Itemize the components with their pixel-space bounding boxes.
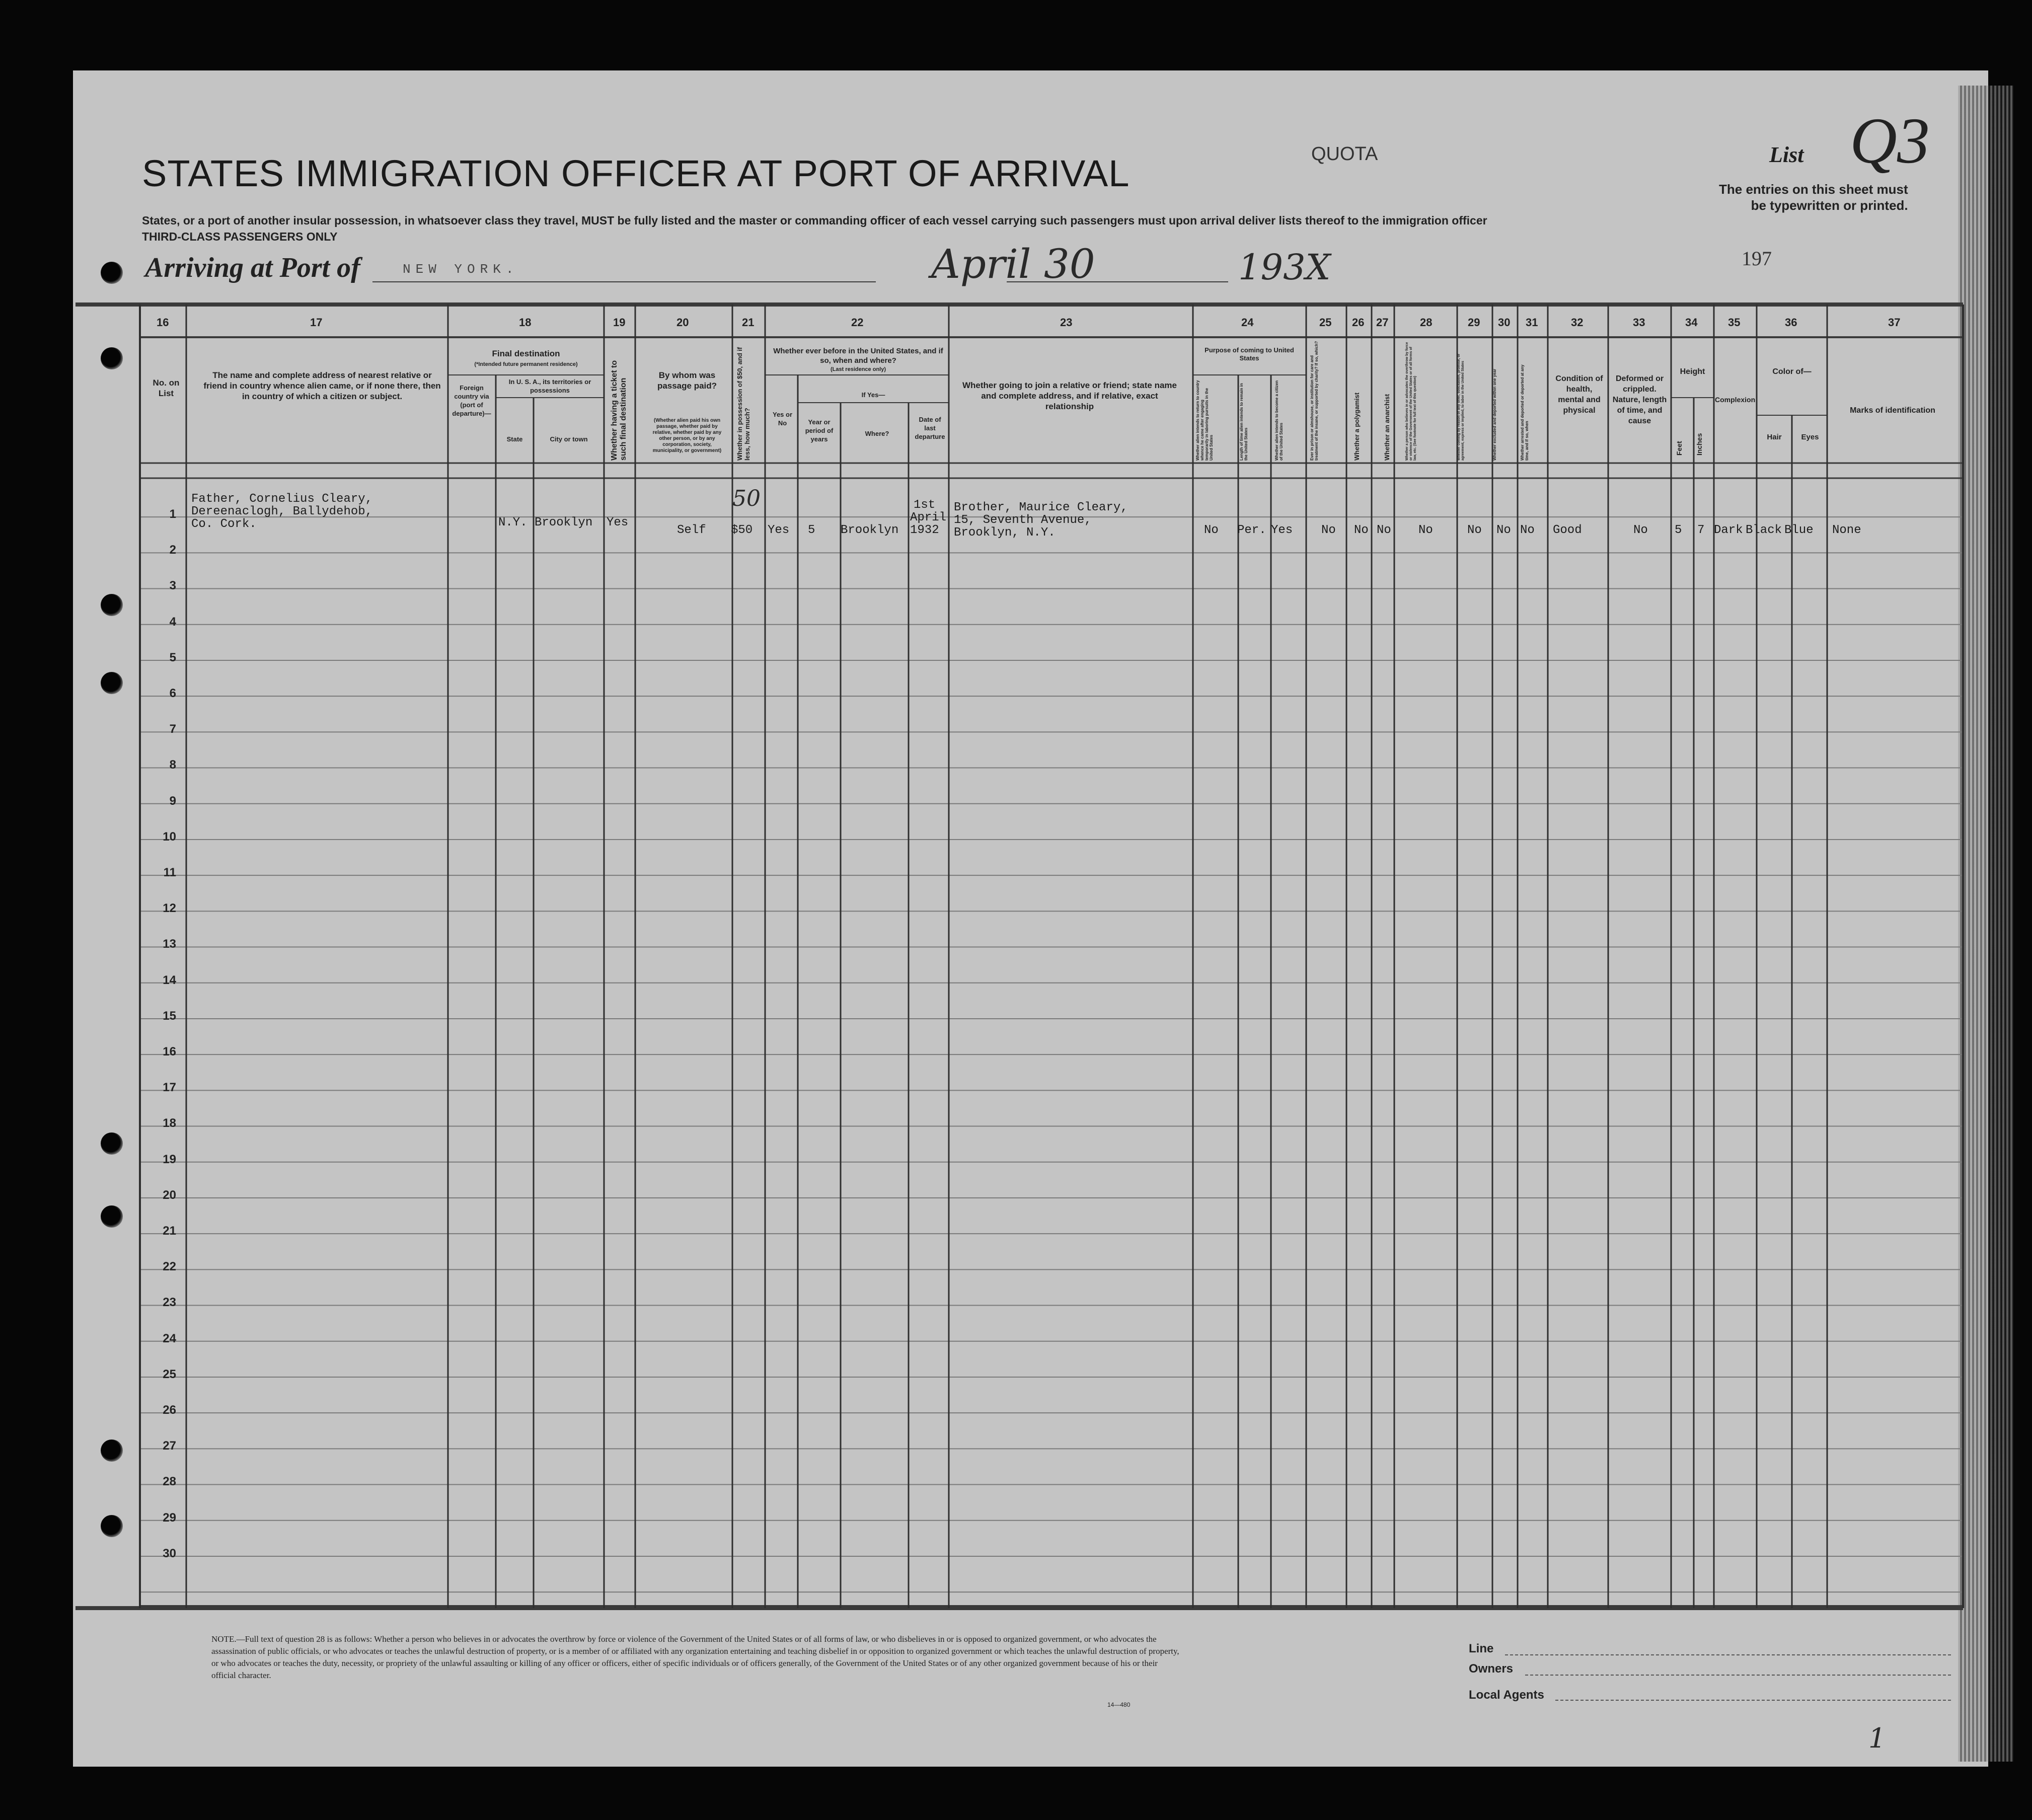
form-number: 14—480 — [1107, 1701, 1131, 1708]
header-labor-offer: Whether coming by reason of any offer, solicitation, promise, or agreement, express or implied, to labor in the United States — [1457, 353, 1465, 461]
column-number: 27 — [1376, 316, 1389, 329]
cell-money: $50 — [731, 523, 753, 537]
header-ticket: Whether having a ticket to such final destination — [610, 360, 628, 461]
cell-city: Brooklyn — [535, 516, 593, 529]
cell-state: N.Y. — [498, 516, 528, 529]
header-inches: Inches — [1695, 433, 1703, 456]
cell-feet: 5 — [1675, 523, 1682, 537]
row-number: 29 — [163, 1510, 176, 1525]
row-number: 14 — [163, 973, 176, 987]
column-number: 21 — [742, 316, 755, 329]
cell-complexion: Dark — [1714, 523, 1743, 537]
column-number: 26 — [1352, 316, 1365, 329]
column-number: 29 — [1468, 316, 1480, 329]
header-polygamist: Whether a polygamist — [1353, 392, 1361, 461]
header-hair: Hair — [1767, 433, 1782, 441]
cell-length-stay: Per. — [1237, 523, 1266, 537]
cell-join-line: Brother, Maurice Cleary, — [954, 501, 1128, 514]
header-where: Where? — [865, 430, 889, 437]
cell-marks: None — [1832, 523, 1861, 537]
quota-label: QUOTA — [1311, 143, 1378, 165]
row-number: 18 — [163, 1116, 176, 1130]
cell-inches: 7 — [1697, 523, 1705, 537]
row-number: 9 — [169, 794, 176, 808]
header-length-stay: Length of time alien intends to remain in the United States — [1239, 383, 1248, 461]
port-of-arrival: NEW YORK. — [403, 262, 519, 277]
header-marks: Marks of identification — [1850, 406, 1935, 415]
column-number: 32 — [1571, 316, 1584, 329]
cell-join-line: Brooklyn, N.Y. — [954, 526, 1056, 540]
owners-label: Owners — [1469, 1662, 1514, 1676]
header-city: City or town — [550, 435, 588, 443]
header-complexion: Complexion — [1715, 396, 1756, 404]
header-feet: Feet — [1675, 441, 1683, 456]
row-number: 25 — [163, 1367, 176, 1381]
row-number: 30 — [163, 1546, 176, 1560]
column-number: 30 — [1498, 316, 1511, 329]
cell-hair: Black — [1746, 523, 1782, 537]
row-number: 8 — [169, 758, 176, 772]
cell-relative-line: Dereenaclogh, Ballydehob, — [191, 505, 373, 518]
row-number: 21 — [163, 1224, 176, 1238]
header-purpose: Purpose of coming to United States — [1205, 346, 1294, 362]
arriving-label: Arriving at Port of — [145, 252, 360, 283]
header-color-of: Color of— — [1772, 367, 1812, 376]
cell-departure-line: 1st — [914, 498, 936, 512]
row-number: 10 — [163, 829, 176, 844]
row-number: 3 — [169, 579, 176, 593]
cell-return-intent: No — [1204, 523, 1219, 537]
cell-relative-line: Father, Cornelius Cleary, — [191, 492, 373, 506]
cell-deported: No — [1520, 523, 1535, 537]
form-title: STATES IMMIGRATION OFFICER AT PORT OF ARRIVAL — [142, 153, 1130, 194]
header-eyes: Eyes — [1801, 433, 1819, 441]
row-number: 17 — [163, 1081, 176, 1095]
header-prison: Ever in prison or almshouse, or institution for care and treatment of the insane, or supported by charity? If so, which? — [1310, 341, 1319, 461]
row-number: 7 — [169, 722, 176, 736]
cell-labor-offer: No — [1467, 523, 1482, 537]
header-state: State — [506, 435, 523, 443]
cell-relative-line: Co. Cork. — [191, 517, 257, 531]
cell-join-line: 15, Seventh Avenue, — [954, 513, 1092, 527]
row-number: 4 — [169, 615, 176, 629]
column-number: 16 — [157, 316, 169, 329]
row-number: 1 — [169, 507, 176, 521]
column-number: 25 — [1319, 316, 1332, 329]
cell-health: Good — [1553, 523, 1582, 537]
row-number: 5 — [169, 650, 176, 664]
row-number: 2 — [169, 543, 176, 557]
header-last-residence: (Last residence only) — [830, 366, 886, 372]
cell-prison: No — [1321, 523, 1336, 537]
row-number: 26 — [163, 1403, 176, 1417]
cell-excluded: No — [1496, 523, 1511, 537]
column-number: 31 — [1526, 316, 1538, 329]
row-number: 22 — [163, 1260, 176, 1274]
column-number: 37 — [1888, 316, 1901, 329]
line-label: Line — [1469, 1642, 1494, 1655]
cell-money-handwritten: 50 — [732, 486, 761, 511]
column-number: 36 — [1785, 316, 1797, 329]
row-number: 12 — [163, 901, 176, 916]
column-number: 20 — [676, 316, 689, 329]
header-overthrow: Whether a person who believes in or advocates the overthrow by force or violence of the Government of the United States or of all forms of law, etc. (See footnote for full text of this question) — [1405, 342, 1417, 461]
header-health: Condition of health, mental and physical — [1555, 374, 1603, 415]
row-number: 13 — [163, 937, 176, 951]
header-become-citizen: Whether alien intends to become a citizen of the United States — [1274, 380, 1284, 461]
row-number: 24 — [163, 1331, 176, 1345]
entries-note-line: be typewritten or printed. — [1751, 198, 1908, 213]
printed-year: 197 — [1742, 247, 1772, 270]
column-number: 35 — [1728, 316, 1741, 329]
column-number: 18 — [519, 316, 532, 329]
header-final-destination-note: (*Intended future permanent residence) — [474, 361, 578, 367]
form-instructions: States, or a port of another insular possession, in whatsoever class they travel, MUST be fully listed and the master or commanding officer of each vessel carrying such passengers must upon arrival deliver lists thereof to the immigration officer — [142, 214, 1487, 227]
header-yes-or-no: Yes or No — [772, 411, 793, 427]
passenger-class: THIRD-CLASS PASSENGERS ONLY — [142, 230, 338, 243]
header-anarchist: Whether an anarchist — [1383, 394, 1391, 461]
cell-paid-by: Self — [677, 523, 706, 537]
header-in-usa: In U. S. A., its territories or possessions — [508, 378, 591, 394]
row-number: 15 — [163, 1009, 176, 1023]
arrival-date: April 30 — [931, 241, 1095, 287]
cell-departure-line: 1932 — [910, 523, 939, 537]
column-number: 24 — [1241, 316, 1254, 329]
cell-ticket: Yes — [607, 516, 629, 529]
header-ever-before: Whether ever before in the United States, and if so, when and where? — [773, 347, 943, 365]
cell-polygamist: No — [1354, 523, 1369, 537]
bottom-mark: 1 — [1868, 1722, 1886, 1754]
cell-overthrow: No — [1418, 523, 1433, 537]
header-deported: Whether arrested and deported or deported at any time, and if so, when — [1520, 364, 1529, 461]
cell-eyes: Blue — [1784, 523, 1814, 537]
entries-note-line: The entries on this sheet must — [1719, 182, 1908, 197]
cell-deformed: No — [1633, 523, 1648, 537]
arrival-year: 193X — [1238, 247, 1331, 288]
column-number: 33 — [1633, 316, 1645, 329]
footnote-question-28: NOTE.—Full text of question 28 is as follows: Whether a person who believes in or advocates the overthrow by force or violence of the Government of the United States or of all forms of law, or who disbelieves in or is opposed to organized government, or who advocates the assassination of public officials, or who advocates or teaches the unlawful destruction of property, or is a member of or affiliated with any organization entertaining and teaching disbelief in or opposition to organized government or which teaches the unlawful destruction of property, or who advocates or teaches the duty, necessity, or propriety of the unlawful assaulting or killing of any officer or officers, either of specific individuals or of officers generally, of the Government of the United States or of any other organized government because of his or their official character. — [211, 1634, 1179, 1680]
cell-anarchist: No — [1377, 523, 1391, 537]
header-foreign-country: Foreign country via (port of departure)— — [452, 384, 491, 417]
column-number: 28 — [1420, 316, 1433, 329]
header-return-intent: Whether alien intends to return to country whence he came after engaging temporarily in laboring pursuits in the United States — [1195, 380, 1214, 461]
cell-before-in-us: Yes — [768, 523, 790, 537]
header-height: Height — [1680, 367, 1705, 376]
column-number: 22 — [851, 316, 864, 329]
header-period-years: Year or period of years — [805, 418, 834, 443]
header-last-departure: Date of last departure — [915, 416, 945, 440]
column-number: 23 — [1060, 316, 1073, 329]
header-excluded: Whether excluded and deported within one year — [1492, 368, 1497, 461]
row-number: 28 — [163, 1475, 176, 1489]
header-nearest-relative: The name and complete address of nearest relative or friend in country whence alien came, or if none there, then in country of which a citizen or subject. — [203, 370, 441, 401]
list-label: List — [1769, 142, 1804, 167]
header-possession-money: Whether in possession of $50, and if less, how much? — [736, 347, 751, 461]
column-number: 17 — [310, 316, 323, 329]
row-number: 11 — [163, 866, 176, 879]
cell-become-citizen: Yes — [1271, 523, 1293, 537]
cell-departure-line: April — [910, 511, 947, 524]
header-deformed: Deformed or crippled. Nature, length of time, and cause — [1612, 374, 1667, 425]
row-number: 20 — [163, 1188, 176, 1202]
cell-where: Brooklyn — [841, 523, 899, 537]
row-number: 6 — [169, 687, 176, 700]
header-if-yes: If Yes— — [861, 391, 885, 399]
header-no-on-list: No. on List — [153, 378, 180, 398]
cell-period: 5 — [808, 523, 815, 537]
row-number: 23 — [163, 1296, 176, 1310]
header-join-relative: Whether going to join a relative or friend; state name and complete address, and if relative, exact relationship — [962, 381, 1177, 411]
row-number: 16 — [163, 1045, 176, 1058]
column-number: 19 — [613, 316, 626, 329]
column-number: 34 — [1685, 316, 1698, 329]
row-number: 27 — [163, 1439, 176, 1453]
header-final-destination: Final destination — [492, 349, 560, 358]
row-number: 19 — [163, 1152, 176, 1166]
header-passage-paid: By whom was passage paid? — [657, 370, 717, 391]
header-passage-note: (Whether alien paid his own passage, whether paid by relative, whether paid by any other person, or by any corporation, society, municipality, or government) — [652, 418, 722, 453]
local-agents-label: Local Agents — [1469, 1688, 1544, 1702]
list-number: Q3 — [1850, 105, 1930, 177]
